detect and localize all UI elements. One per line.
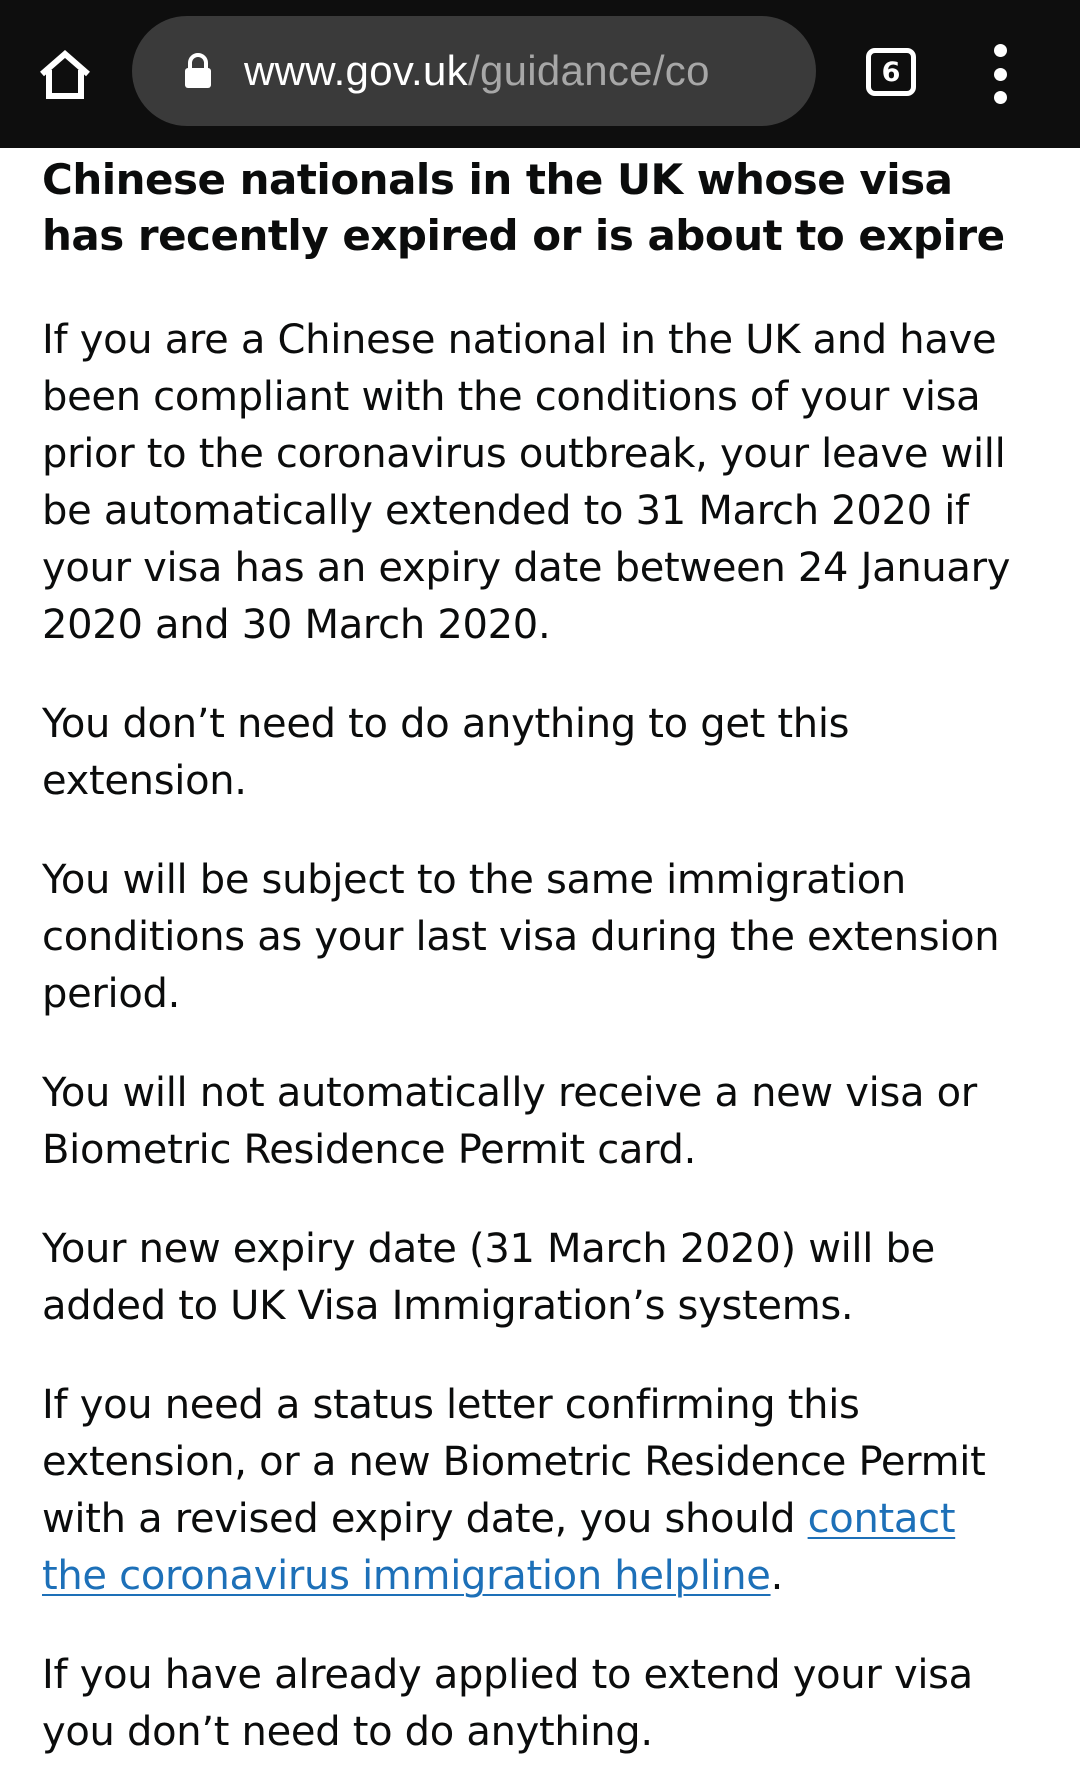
browser-toolbar bbox=[0, 0, 1080, 148]
article-content bbox=[42, 152, 1032, 1761]
menu-dot bbox=[994, 91, 1007, 104]
home-button[interactable] bbox=[30, 40, 100, 110]
address-bar[interactable] bbox=[132, 16, 816, 126]
helpline-link[interactable]: contact the coronavirus immigration helpline bbox=[42, 1496, 956, 1599]
url-text[interactable] bbox=[244, 47, 784, 95]
paragraph-no-new-visa: You will not automatically receive a new visa or Biometric Residence Permit card. bbox=[42, 1070, 977, 1173]
page-heading: Chinese nationals in the UK whose visa has recently expired or is about to expire bbox=[42, 155, 1005, 260]
url-path: /guidance/co bbox=[467, 47, 710, 94]
url-domain: www.gov.uk bbox=[244, 47, 468, 94]
menu-dot bbox=[994, 44, 1007, 57]
paragraph-status-letter bbox=[42, 1377, 1032, 1605]
paragraph-already-applied: If you have already applied to extend your visa you don’t need to do anything. bbox=[42, 1652, 973, 1755]
home-icon bbox=[38, 50, 92, 100]
paragraph-conditions: You will be subject to the same immigration conditions as your last visa during the extension period. bbox=[42, 857, 1000, 1017]
status-letter-text: If you need a status letter confirming this extension, or a new Biometric Residence Permit with a revised expiry date, you should bbox=[42, 1382, 986, 1542]
menu-dot bbox=[994, 68, 1007, 81]
paragraph-no-action: You don’t need to do anything to get this extension. bbox=[42, 701, 850, 804]
lock-icon bbox=[180, 49, 216, 93]
tab-switcher-button[interactable]: 6 bbox=[866, 48, 916, 96]
paragraph-new-expiry: Your new expiry date (31 March 2020) will be added to UK Visa Immigration’s systems. bbox=[42, 1226, 935, 1329]
status-letter-end: . bbox=[770, 1553, 783, 1599]
more-vert-icon[interactable] bbox=[985, 44, 1015, 104]
paragraph-extension-eligibility: If you are a Chinese national in the UK and have been compliant with the conditions of your visa prior to the coronavirus outbreak, your leave will be automatically extended to 31 March 2020 if your visa has an expiry date between 24 January 2020 and 30 March 2020. bbox=[42, 317, 1011, 648]
